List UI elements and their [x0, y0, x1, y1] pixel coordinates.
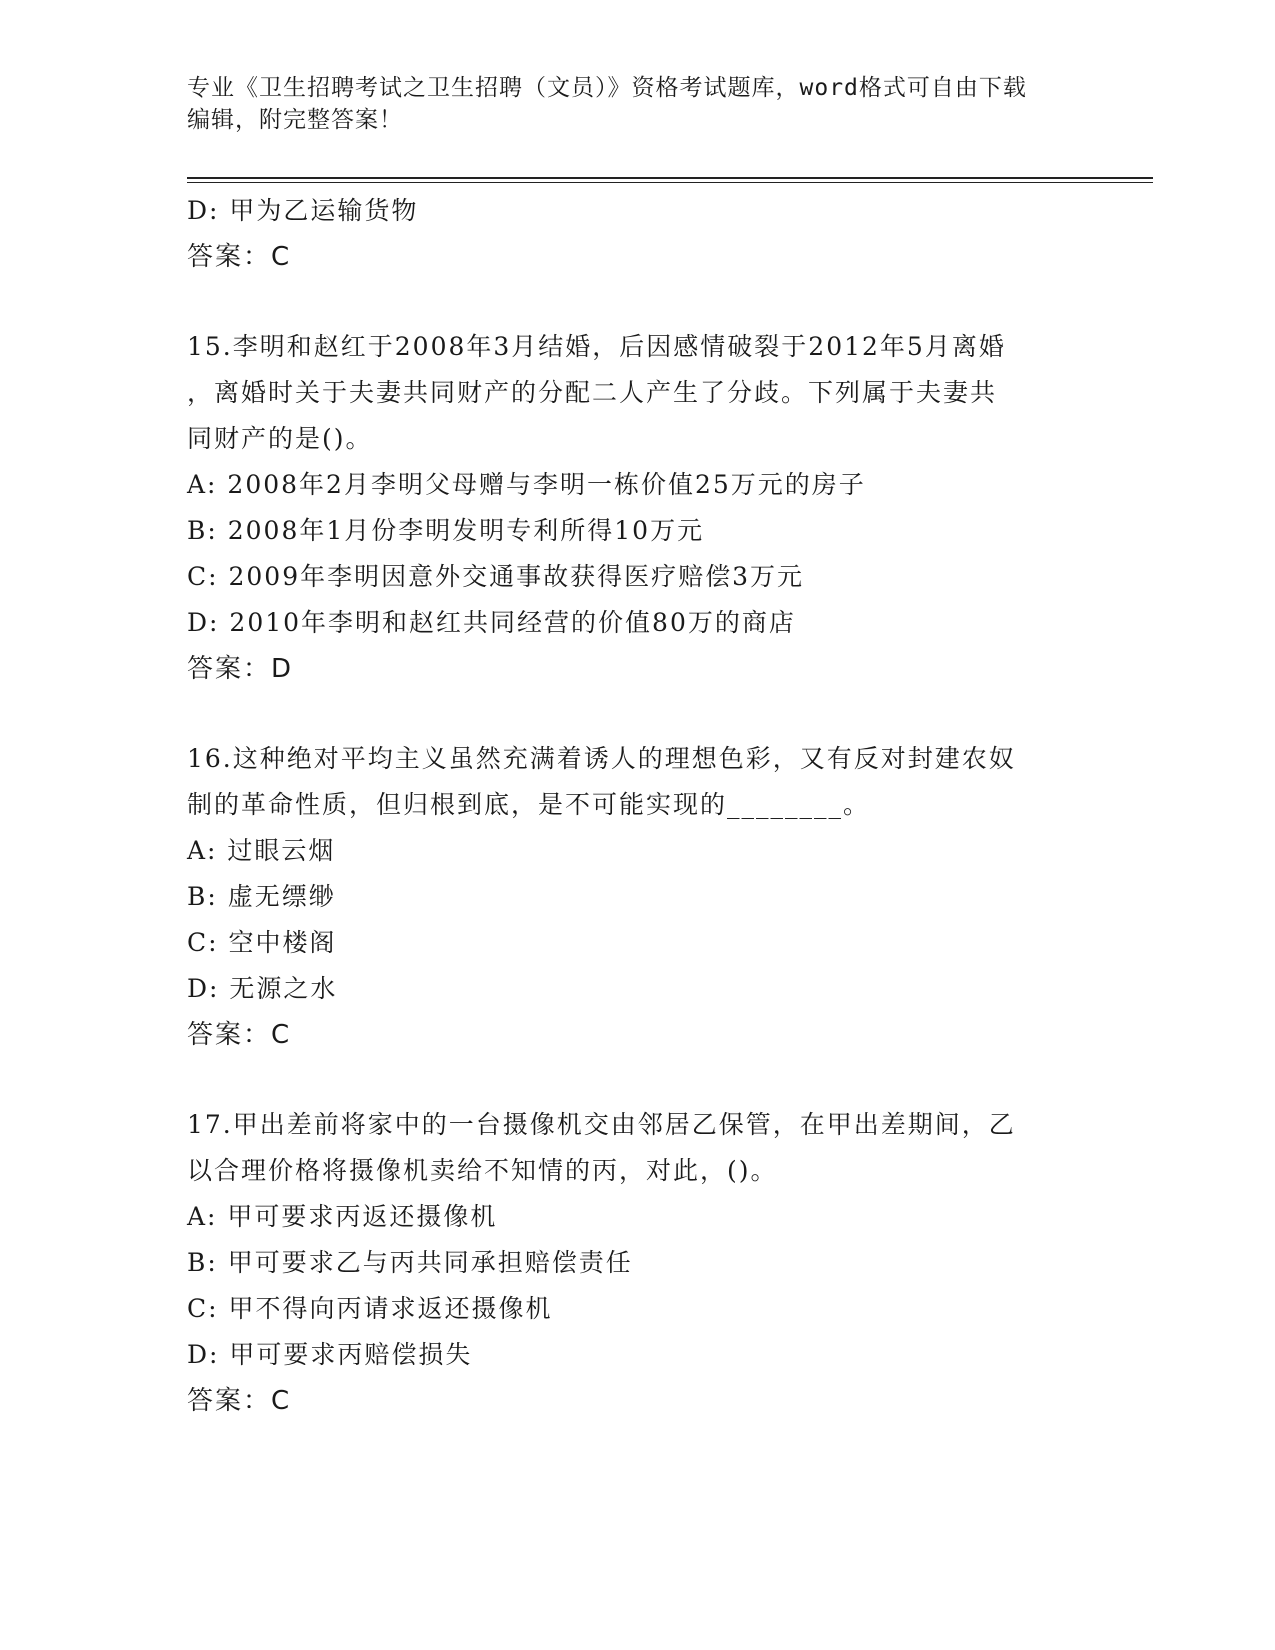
option-a: A: 甲可要求丙返还摄像机	[187, 1202, 498, 1231]
answer: 答案：D	[187, 654, 294, 684]
option-d: D: 甲可要求丙赔偿损失	[187, 1340, 473, 1369]
question-stem: 15.李明和赵红于2008年3月结婚，后因感情破裂于2012年5月离婚	[187, 332, 1006, 361]
question-17	[187, 1102, 1087, 1424]
header-line-2: 编辑，附完整答案！	[187, 107, 403, 133]
question-16	[187, 736, 1087, 1058]
option-d: D: 甲为乙运输货物	[187, 196, 419, 225]
option-d: D: 无源之水	[187, 974, 338, 1003]
option-c: C: 甲不得向丙请求返还摄像机	[187, 1294, 553, 1323]
question-15	[187, 324, 1087, 692]
header-line-1: 专业《卫生招聘考试之卫生招聘（文员）》资格考试题库，word格式可自由下载	[187, 75, 1027, 101]
option-c: C: 2009年李明因意外交通事故获得医疗赔偿3万元	[187, 562, 805, 591]
header-divider-thin	[187, 182, 1153, 183]
question-stem: 17.甲出差前将家中的一台摄像机交由邻居乙保管，在甲出差期间，乙	[187, 1110, 1016, 1139]
header-divider-thick	[187, 177, 1153, 179]
answer: 答案：C	[187, 1020, 292, 1050]
question-stem: 以合理价格将摄像机卖给不知情的丙，对此，()。	[187, 1156, 778, 1185]
option-c: C: 空中楼阁	[187, 928, 337, 957]
question-stem: ，离婚时关于夫妻共同财产的分配二人产生了分歧。下列属于夫妻共	[187, 378, 998, 407]
option-b: B: 甲可要求乙与丙共同承担赔偿责任	[187, 1248, 633, 1277]
question-stem: 16.这种绝对平均主义虽然充满着诱人的理想色彩，又有反对封建农奴	[187, 744, 1016, 773]
question-stem: 制的革命性质，但归根到底，是不可能实现的________。	[187, 790, 871, 819]
option-d: D: 2010年李明和赵红共同经营的价值80万的商店	[187, 608, 796, 637]
answer: 答案：C	[187, 1386, 292, 1416]
option-a: A: 过眼云烟	[187, 836, 336, 865]
answer: 答案：C	[187, 242, 292, 272]
option-b: B: 2008年1月份李明发明专利所得10万元	[187, 516, 705, 545]
previous-question	[187, 188, 1087, 280]
option-a: A: 2008年2月李明父母赠与李明一栋价值25万元的房子	[187, 470, 866, 499]
option-b: B: 虚无缥缈	[187, 882, 336, 911]
question-content	[187, 188, 1087, 1424]
document-header	[187, 72, 1087, 136]
question-stem: 同财产的是()。	[187, 424, 373, 453]
